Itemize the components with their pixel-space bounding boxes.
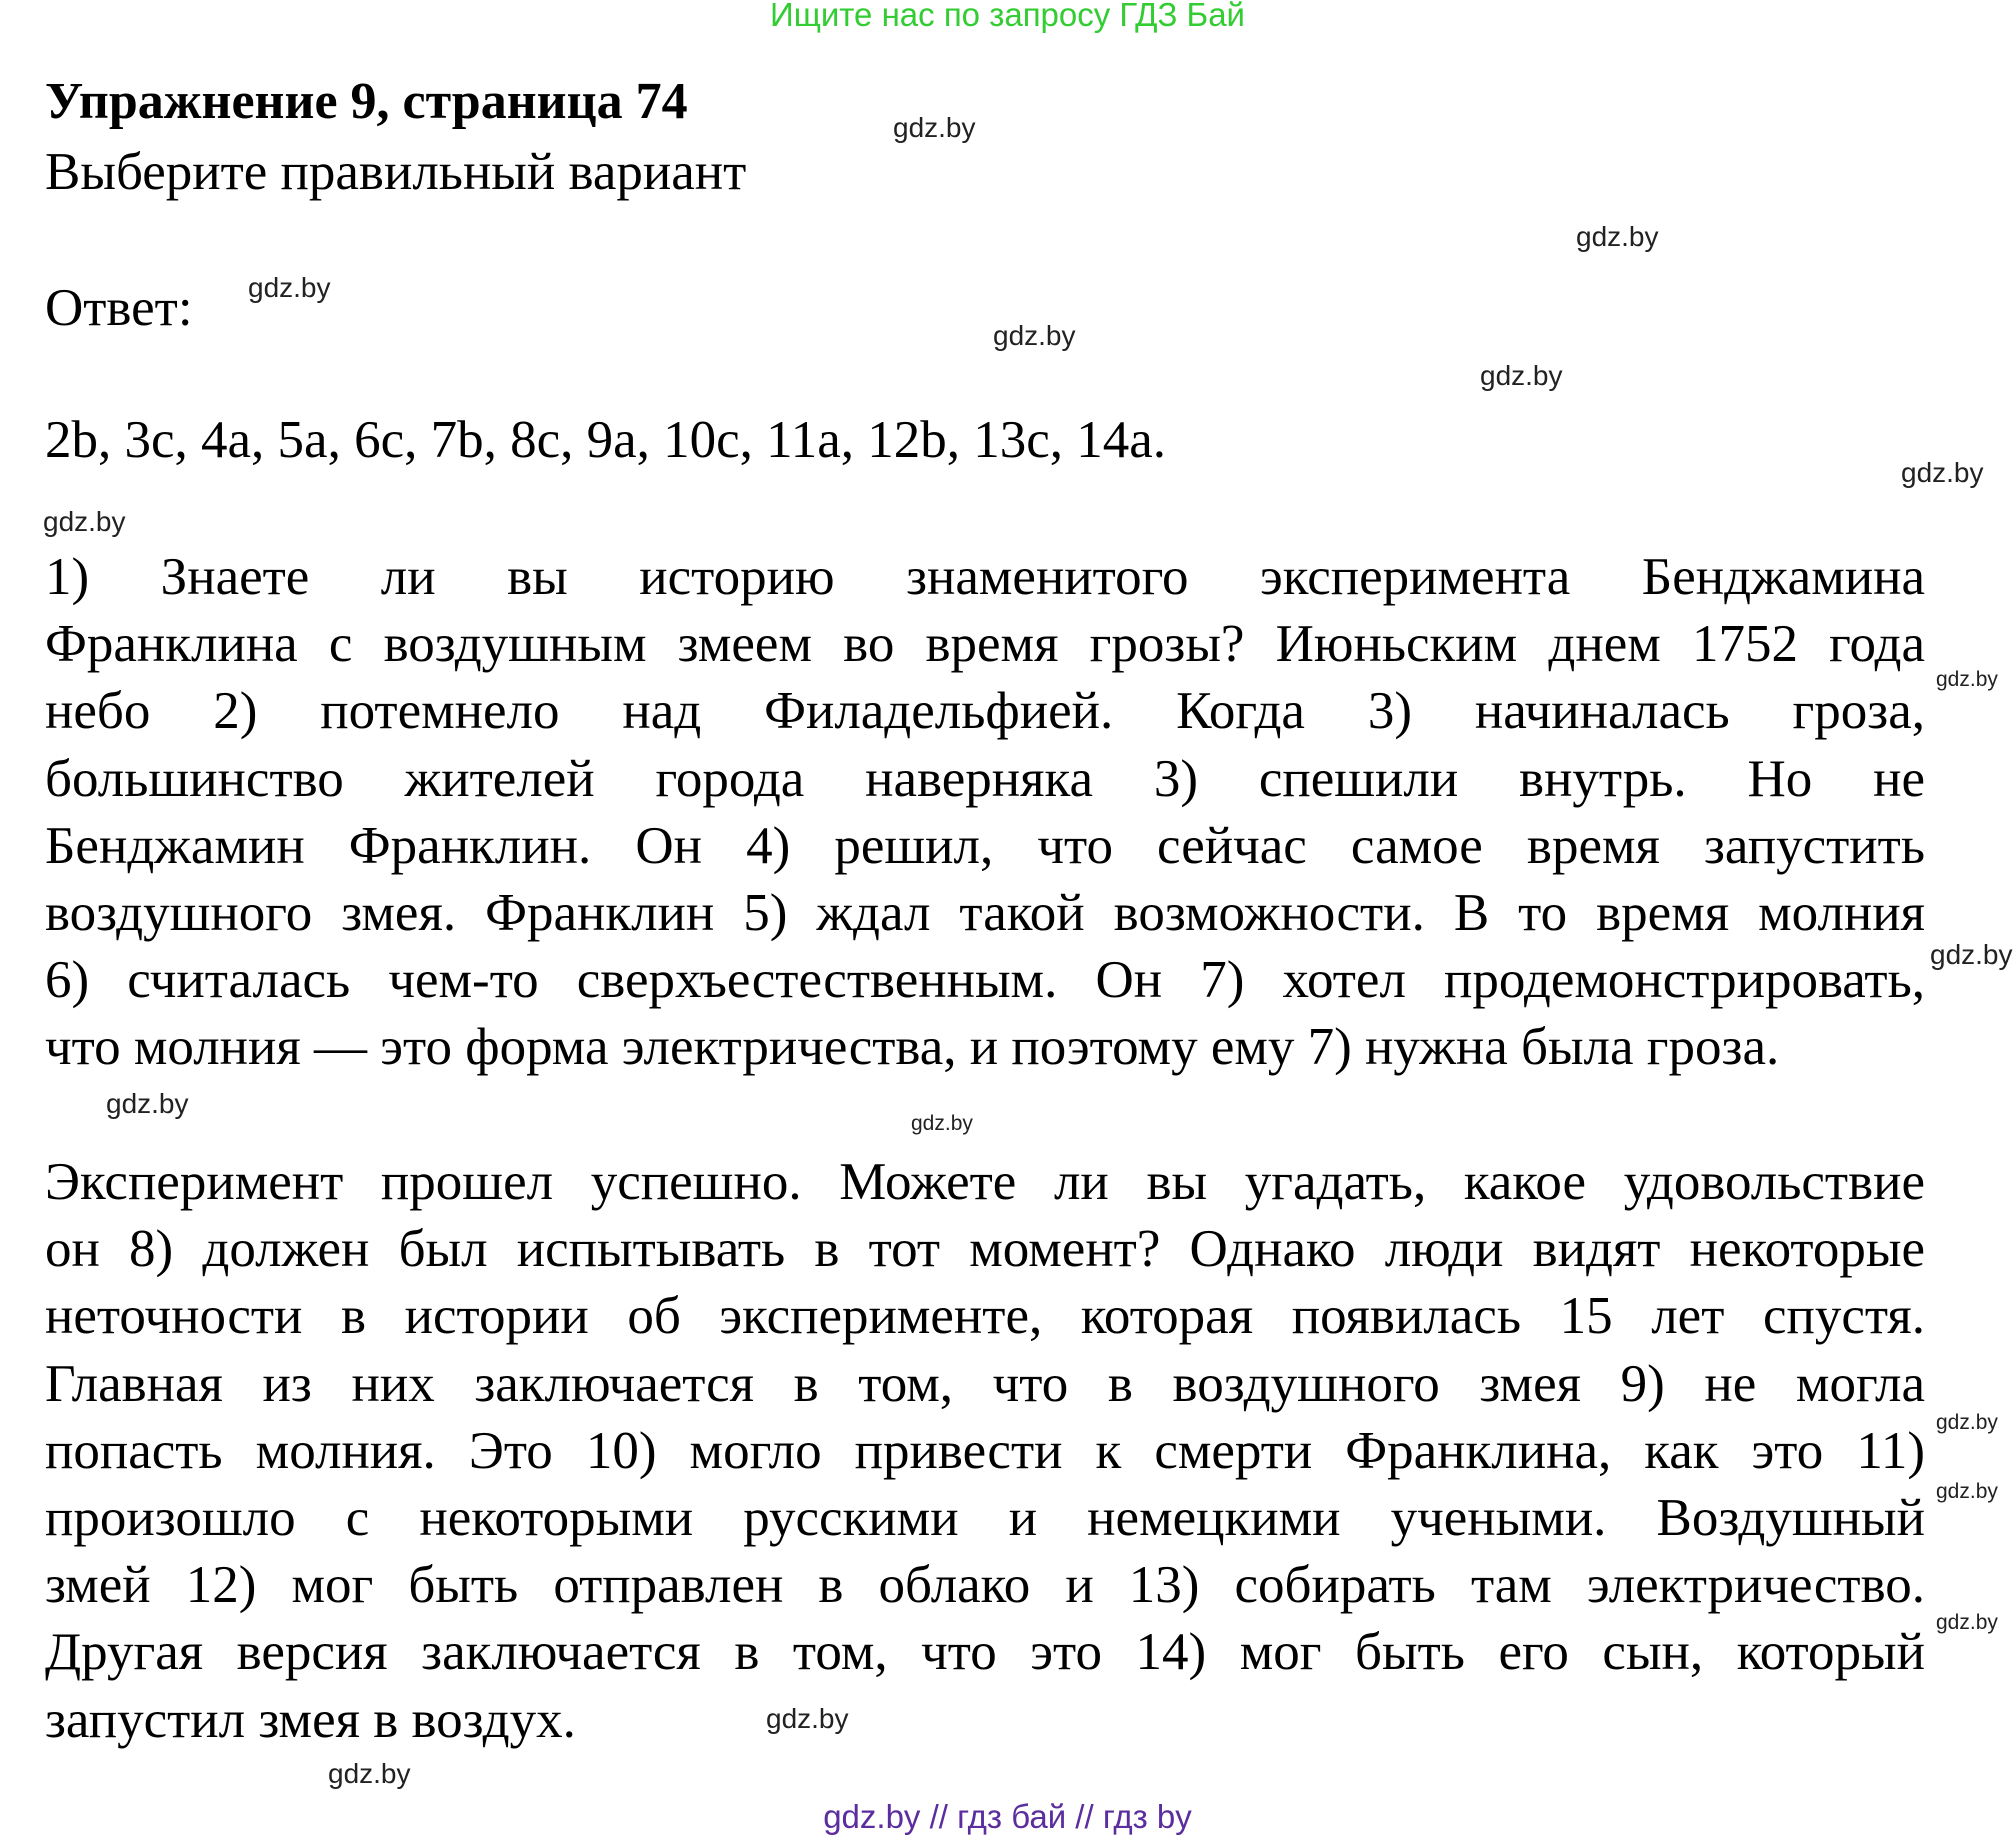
watermark: gdz.by [1936,668,1998,691]
text-line [45,1552,1925,1618]
text-line [45,1418,1925,1484]
text-line [45,880,1925,946]
text-line-content: 6) считалась чем-то сверхъестественным. Он 7) хотел продемонстрировать, [45,951,1925,1009]
text-line [45,947,1925,1013]
text-line [45,1619,1925,1685]
text-line-content: Бенджамин Франклин. Он 4) решил, что сейчас самое время запустить [45,817,1925,875]
watermark: gdz.by [1936,1611,1998,1634]
watermark: gdz.by [1480,360,1563,391]
text-line-content: неточности в истории об эксперименте, которая появилась 15 лет спустя. [45,1287,1925,1345]
text-line [45,544,1925,610]
watermark: gdz.by [766,1703,849,1734]
watermark: gdz.by [1936,1411,1998,1434]
text-line [45,1351,1925,1417]
watermark: gdz.by [993,320,1076,351]
text-line [45,1485,1925,1551]
text-line-content: небо 2) потемнело над Филадельфией. Когда 3) начиналась гроза, [45,682,1925,740]
watermark: gdz.by [911,1112,973,1135]
watermark: gdz.by [106,1088,189,1119]
text-line-content: попасть молния. Это 10) могло привести к смерти Франклина, как это 11) [45,1422,1925,1480]
text-line-content: воздушного змея. Франклин 5) ждал такой возможности. В то время молния [45,884,1925,942]
answer-label: Ответ: [45,279,193,337]
text-line-content: он 8) должен был испытывать в тот момент? Однако люди видят некоторые [45,1220,1925,1278]
text-line-content: змей 12) мог быть отправлен в облако и 13) собирать там электричество. [45,1556,1925,1614]
watermark: gdz.by [248,272,331,303]
text-line-content: большинство жителей города наверняка 3) спешили внутрь. Но не [45,750,1925,808]
text-line [45,1149,1925,1215]
watermark: gdz.by [1576,221,1659,252]
text-line-content: 1) Знаете ли вы историю знаменитого эксперимента Бенджамина [45,548,1925,606]
watermark: gdz.by [893,112,976,143]
text-line-content: Другая версия заключается в том, что это 14) мог быть его сын, который [45,1623,1925,1681]
watermark: gdz.by [328,1758,411,1789]
text-line [45,1014,1779,1080]
text-line [45,1216,1925,1282]
text-line [45,678,1925,744]
task-instruction: Выберите правильный вариант [45,143,747,201]
text-line-content: Эксперимент прошел успешно. Можете ли вы угадать, какое удовольствие [45,1153,1925,1211]
text-line [45,1283,1925,1349]
text-line-content: Франклина с воздушным змеем во время грозы? Июньским днем 1752 года [45,615,1925,673]
text-line [45,746,1925,812]
text-line [45,611,1925,677]
watermark: gdz.by [1930,939,2013,970]
text-line-content: запустил змея в воздух. [45,1691,576,1749]
watermark: gdz.by [1901,457,1984,488]
page-title: Упражнение 9, страница 74 [45,73,688,130]
answer-key: 2b, 3c, 4a, 5a, 6c, 7b, 8c, 9a, 10c, 11a, 12b, 13c, 14a. [45,411,1167,469]
text-line-content: произошло с некоторыми русскими и немецкими учеными. Воздушный [45,1489,1925,1547]
promo-header: Ищите нас по запросу ГДЗ Бай [770,0,1245,33]
text-line [45,813,1925,879]
text-line [45,1687,576,1753]
footer-links: gdz.by // гдз бай // гдз by [823,1798,1192,1835]
text-line-content: Главная из них заключается в том, что в воздушного змея 9) не могла [45,1355,1925,1413]
watermark: gdz.by [43,506,126,537]
watermark: gdz.by [1936,1480,1998,1503]
text-line-content: что молния — это форма электричества, и поэтому ему 7) нужна была гроза. [45,1018,1780,1076]
